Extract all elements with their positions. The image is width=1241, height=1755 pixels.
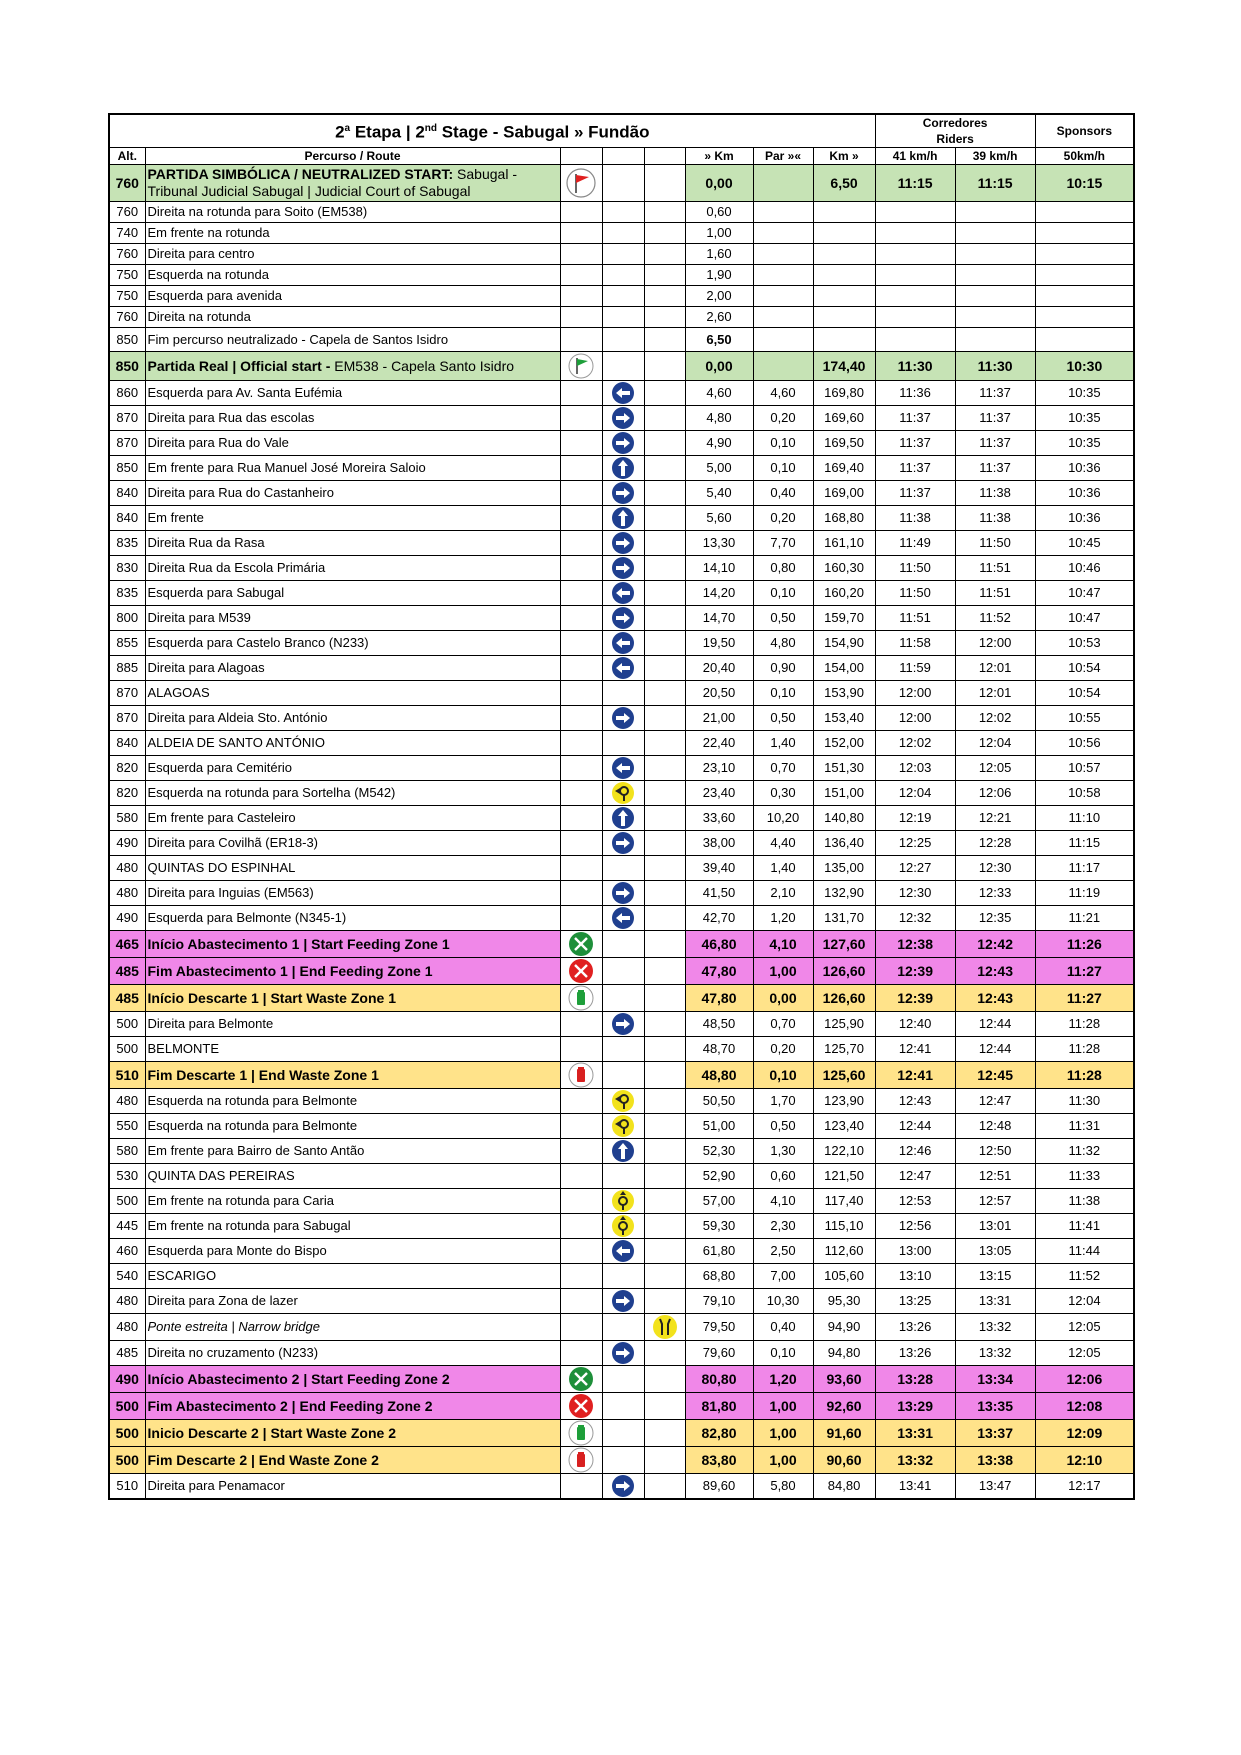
alt-cell: 500 — [109, 1393, 145, 1420]
arrow-left-icon — [602, 756, 644, 781]
table-row: 840 ALDEIA DE SANTO ANTÓNIO 22,40 1,40 152,00 12:02 12:04 10:56 — [109, 731, 1134, 756]
alt-cell: 800 — [109, 606, 145, 631]
col-km-remaining: Km » — [813, 148, 875, 165]
route-cell: Direita para Rua do Vale — [145, 431, 560, 456]
alt-cell: 840 — [109, 731, 145, 756]
column-header-row — [109, 148, 1134, 165]
arrow-left-icon — [602, 1239, 644, 1264]
route-cell: Direita na rotunda para Soito (EM538) — [145, 202, 560, 223]
table-row: 500 Em frente na rotunda para Caria 57,00 4,10 117,40 12:53 12:57 11:38 — [109, 1189, 1134, 1214]
table-row: 800 Direita para M539 14,70 0,50 159,70 11:51 11:52 10:47 — [109, 606, 1134, 631]
red-flag-icon — [560, 165, 602, 202]
riders-header: Corredores Riders — [875, 114, 1035, 148]
alt-cell: 510 — [109, 1474, 145, 1500]
table-row: 550 Esquerda na rotunda para Belmonte 51,00 0,50 123,40 12:44 12:48 11:31 — [109, 1114, 1134, 1139]
alt-cell: 500 — [109, 1189, 145, 1214]
roadbook-sheet — [108, 113, 1133, 1500]
table-row: 490 Esquerda para Belmonte (N345-1) 42,70 1,20 131,70 12:32 12:35 11:21 — [109, 906, 1134, 931]
neutral-route-row — [109, 223, 1134, 244]
alt-cell: 840 — [109, 506, 145, 531]
feed-end-icon — [560, 958, 602, 985]
alt-cell: 820 — [109, 756, 145, 781]
route-cell: Fim Descarte 1 | End Waste Zone 1 — [145, 1062, 560, 1089]
route-cell: Fim Abastecimento 1 | End Feeding Zone 1 — [145, 958, 560, 985]
arrow-up-icon — [602, 506, 644, 531]
arrow-right-icon — [602, 831, 644, 856]
neutral-route-row — [109, 265, 1134, 286]
sponsors-header: Sponsors — [1035, 114, 1134, 148]
route-cell: Em frente na rotunda para Sabugal — [145, 1214, 560, 1239]
alt-cell: 500 — [109, 1037, 145, 1062]
route-cell: Direita Rua da Rasa — [145, 531, 560, 556]
route-cell: ESCARIGO — [145, 1264, 560, 1289]
alt-cell: 850 — [109, 352, 145, 381]
arrow-right-icon — [602, 706, 644, 731]
table-row: 500 BELMONTE 48,70 0,20 125,70 12:41 12:44 11:28 — [109, 1037, 1134, 1062]
route-cell: Partida Real | Official start - EM538 - Capela Santo Isidro — [145, 352, 560, 381]
table-row: 860 Esquerda para Av. Santa Eufémia 4,60 4,60 169,80 11:36 11:37 10:35 — [109, 381, 1134, 406]
alt-cell: 850 — [109, 328, 145, 352]
km-cell: 1,90 — [685, 265, 753, 286]
table-row: 870 ALAGOAS 20,50 0,10 153,90 12:00 12:01 10:54 — [109, 681, 1134, 706]
alt-cell: 870 — [109, 431, 145, 456]
table-row: 510 Fim Descarte 1 | End Waste Zone 1 48,80 0,10 125,60 12:41 12:45 11:28 — [109, 1062, 1134, 1089]
arrow-right-icon — [602, 481, 644, 506]
alt-cell: 480 — [109, 1314, 145, 1341]
alt-cell: 485 — [109, 985, 145, 1012]
alt-cell: 830 — [109, 556, 145, 581]
neutral-route-row — [109, 286, 1134, 307]
table-row: 530 QUINTA DAS PEREIRAS 52,90 0,60 121,50 12:47 12:51 11:33 — [109, 1164, 1134, 1189]
route-cell: BELMONTE — [145, 1037, 560, 1062]
neutralized-start-row: 760 PARTIDA SIMBÓLICA / NEUTRALIZED START: Sabugal - Tribunal Judicial Sabugal | Judicial Court of Sabugal 0,00 6,50 11:15 11:15 10:15 — [109, 165, 1134, 202]
route-cell: Esquerda para Monte do Bispo — [145, 1239, 560, 1264]
alt-cell: 750 — [109, 286, 145, 307]
route-cell: Direita na rotunda — [145, 307, 560, 328]
table-row: 870 Direita para Rua do Vale 4,90 0,10 169,50 11:37 11:37 10:35 — [109, 431, 1134, 456]
route-cell: Esquerda na rotunda para Belmonte — [145, 1114, 560, 1139]
official-start-row: 850 Partida Real | Official start - EM538 - Capela Santo Isidro 0,00 174,40 11:30 11:30 10:30 — [109, 352, 1134, 381]
route-cell: Início Descarte 1 | Start Waste Zone 1 — [145, 985, 560, 1012]
arrow-right-icon — [602, 1341, 644, 1366]
arrow-right-icon — [602, 1474, 644, 1500]
alt-cell: 485 — [109, 958, 145, 985]
table-row: 485 Direita no cruzamento (N233) 79,60 0,10 94,80 13:26 13:32 12:05 — [109, 1341, 1134, 1366]
alt-cell: 750 — [109, 265, 145, 286]
alt-cell: 480 — [109, 1089, 145, 1114]
alt-cell: 460 — [109, 1239, 145, 1264]
stage-title: 2$^a$ Etapa | 2nd Stage - Sabugal » Fundão — [109, 114, 875, 148]
route-cell: ALAGOAS — [145, 681, 560, 706]
table-row: 445 Em frente na rotunda para Sabugal 59,30 2,30 115,10 12:56 13:01 11:41 — [109, 1214, 1134, 1239]
table-row: 820 Esquerda para Cemitério 23,10 0,70 151,30 12:03 12:05 10:57 — [109, 756, 1134, 781]
table-row: 480 Direita para Zona de lazer 79,10 10,30 95,30 13:25 13:31 12:04 — [109, 1289, 1134, 1314]
alt-cell: 855 — [109, 631, 145, 656]
col-icon-1 — [560, 148, 602, 165]
alt-cell: 760 — [109, 165, 145, 202]
km-cell: 2,00 — [685, 286, 753, 307]
route-cell: Esquerda para Cemitério — [145, 756, 560, 781]
route-cell: Fim Abastecimento 2 | End Feeding Zone 2 — [145, 1393, 560, 1420]
km-cell: 1,60 — [685, 244, 753, 265]
table-row: 580 Em frente para Casteleiro 33,60 10,20 140,80 12:19 12:21 11:10 — [109, 806, 1134, 831]
title-row — [109, 114, 1134, 148]
arrow-right-icon — [602, 406, 644, 431]
table-row: 870 Direita para Aldeia Sto. António 21,00 0,50 153,40 12:00 12:02 10:55 — [109, 706, 1134, 731]
table-row: 885 Direita para Alagoas 20,40 0,90 154,00 11:59 12:01 10:54 — [109, 656, 1134, 681]
alt-cell: 580 — [109, 1139, 145, 1164]
table-row: 500 Fim Descarte 2 | End Waste Zone 2 83,80 1,00 90,60 13:32 13:38 12:10 — [109, 1447, 1134, 1474]
table-row: 870 Direita para Rua das escolas 4,80 0,20 169,60 11:37 11:37 10:35 — [109, 406, 1134, 431]
km-cell: 0,60 — [685, 202, 753, 223]
col-icon-2 — [602, 148, 644, 165]
arrow-left-icon — [602, 581, 644, 606]
table-row: 500 Fim Abastecimento 2 | End Feeding Zone 2 81,80 1,00 92,60 13:29 13:35 12:08 — [109, 1393, 1134, 1420]
route-cell: Esquerda para Av. Santa Eufémia — [145, 381, 560, 406]
route-cell: Esquerda na rotunda — [145, 265, 560, 286]
waste-end-icon — [560, 1447, 602, 1474]
alt-cell: 760 — [109, 244, 145, 265]
col-speed-41: 41 km/h — [875, 148, 955, 165]
col-speed-39: 39 km/h — [955, 148, 1035, 165]
waste-end-icon — [560, 1062, 602, 1089]
alt-cell: 530 — [109, 1164, 145, 1189]
alt-cell: 850 — [109, 456, 145, 481]
route-cell: QUINTAS DO ESPINHAL — [145, 856, 560, 881]
alt-cell: 835 — [109, 531, 145, 556]
table-row: 485 Início Descarte 1 | Start Waste Zone 1 47,80 0,00 126,60 12:39 12:43 11:27 — [109, 985, 1134, 1012]
route-cell: Esquerda na rotunda para Sortelha (M542) — [145, 781, 560, 806]
route-cell: Direita para Alagoas — [145, 656, 560, 681]
route-cell: ALDEIA DE SANTO ANTÓNIO — [145, 731, 560, 756]
km-cell: 6,50 — [685, 328, 753, 352]
alt-cell: 490 — [109, 831, 145, 856]
alt-cell: 835 — [109, 581, 145, 606]
table-row: 820 Esquerda na rotunda para Sortelha (M542) 23,40 0,30 151,00 12:04 12:06 10:58 — [109, 781, 1134, 806]
alt-cell: 820 — [109, 781, 145, 806]
alt-cell: 480 — [109, 1289, 145, 1314]
route-cell: Fim Descarte 2 | End Waste Zone 2 — [145, 1447, 560, 1474]
table-row: 500 Direita para Belmonte 48,50 0,70 125,90 12:40 12:44 11:28 — [109, 1012, 1134, 1037]
alt-cell: 740 — [109, 223, 145, 244]
waste-start-icon — [560, 1420, 602, 1447]
alt-cell: 510 — [109, 1062, 145, 1089]
route-cell: Direita no cruzamento (N233) — [145, 1341, 560, 1366]
alt-cell: 500 — [109, 1447, 145, 1474]
table-row: 465 Início Abastecimento 1 | Start Feeding Zone 1 46,80 4,10 127,60 12:38 12:42 11:26 — [109, 931, 1134, 958]
route-cell: Esquerda para avenida — [145, 286, 560, 307]
alt-cell: 760 — [109, 202, 145, 223]
alt-cell: 485 — [109, 1341, 145, 1366]
table-row: 510 Direita para Penamacor 89,60 5,80 84,80 13:41 13:47 12:17 — [109, 1474, 1134, 1500]
neutral-route-row — [109, 307, 1134, 328]
col-speed-50: 50km/h — [1035, 148, 1134, 165]
alt-cell: 580 — [109, 806, 145, 831]
table-row: 485 Fim Abastecimento 1 | End Feeding Zone 1 47,80 1,00 126,60 12:39 12:43 11:27 — [109, 958, 1134, 985]
route-cell: Direita para Rua das escolas — [145, 406, 560, 431]
route-cell: PARTIDA SIMBÓLICA / NEUTRALIZED START: Sabugal - Tribunal Judicial Sabugal | Judicial Court of Sabugal — [145, 165, 560, 202]
km-cell: 1,00 — [685, 223, 753, 244]
route-cell: Início Abastecimento 1 | Start Feeding Zone 1 — [145, 931, 560, 958]
arrow-right-icon — [602, 881, 644, 906]
table-row: 460 Esquerda para Monte do Bispo 61,80 2,50 112,60 13:00 13:05 11:44 — [109, 1239, 1134, 1264]
neutral-route-row — [109, 244, 1134, 265]
route-cell: Direita para Rua do Castanheiro — [145, 481, 560, 506]
arrow-up-icon — [602, 456, 644, 481]
table-row: 850 Em frente para Rua Manuel José Moreira Saloio 5,00 0,10 169,40 11:37 11:37 10:36 — [109, 456, 1134, 481]
table-row: 480 Esquerda na rotunda para Belmonte 50,50 1,70 123,90 12:43 12:47 11:30 — [109, 1089, 1134, 1114]
route-cell: Inicio Descarte 2 | Start Waste Zone 2 — [145, 1420, 560, 1447]
route-cell: Esquerda para Belmonte (N345-1) — [145, 906, 560, 931]
table-row: 830 Direita Rua da Escola Primária 14,10 0,80 160,30 11:50 11:51 10:46 — [109, 556, 1134, 581]
route-cell: Direita para Zona de lazer — [145, 1289, 560, 1314]
arrow-right-icon — [602, 531, 644, 556]
table-row: 480 Direita para Inguias (EM563) 41,50 2,10 132,90 12:30 12:33 11:19 — [109, 881, 1134, 906]
col-icon-3 — [644, 148, 685, 165]
arrow-right-icon — [602, 431, 644, 456]
alt-cell: 840 — [109, 481, 145, 506]
route-cell: Esquerda para Castelo Branco (N233) — [145, 631, 560, 656]
table-row: 580 Em frente para Bairro de Santo Antão 52,30 1,30 122,10 12:46 12:50 11:32 — [109, 1139, 1134, 1164]
col-km: » Km — [685, 148, 753, 165]
route-cell: Direita para Belmonte — [145, 1012, 560, 1037]
alt-cell: 870 — [109, 681, 145, 706]
arrow-up-icon — [602, 1139, 644, 1164]
route-cell: Esquerda na rotunda para Belmonte — [145, 1089, 560, 1114]
route-cell: Direita para Inguias (EM563) — [145, 881, 560, 906]
route-cell: Ponte estreita | Narrow bridge — [145, 1314, 560, 1341]
waste-start-icon — [560, 985, 602, 1012]
table-row: 540 ESCARIGO 68,80 7,00 105,60 13:10 13:15 11:52 — [109, 1264, 1134, 1289]
route-cell: Em frente para Rua Manuel José Moreira Saloio — [145, 456, 560, 481]
alt-cell: 550 — [109, 1114, 145, 1139]
route-cell: Direita para centro — [145, 244, 560, 265]
roundabout-left-icon — [602, 1114, 644, 1139]
route-cell: Em frente para Casteleiro — [145, 806, 560, 831]
table-row: 840 Direita para Rua do Castanheiro 5,40 0,40 169,00 11:37 11:38 10:36 — [109, 481, 1134, 506]
table-row: 855 Esquerda para Castelo Branco (N233) 19,50 4,80 154,90 11:58 12:00 10:53 — [109, 631, 1134, 656]
route-cell: QUINTA DAS PEREIRAS — [145, 1164, 560, 1189]
table-row: 500 Inicio Descarte 2 | Start Waste Zone 2 82,80 1,00 91,60 13:31 13:37 12:09 — [109, 1420, 1134, 1447]
alt-cell: 870 — [109, 706, 145, 731]
arrow-right-icon — [602, 606, 644, 631]
km-cell: 2,60 — [685, 307, 753, 328]
route-cell: Fim percurso neutralizado - Capela de Santos Isidro — [145, 328, 560, 352]
table-row: 490 Direita para Covilhã (ER18-3) 38,00 4,40 136,40 12:25 12:28 11:15 — [109, 831, 1134, 856]
route-cell: Direita para Covilhã (ER18-3) — [145, 831, 560, 856]
alt-cell: 540 — [109, 1264, 145, 1289]
table-row: 840 Em frente 5,60 0,20 168,80 11:38 11:38 10:36 — [109, 506, 1134, 531]
alt-cell: 885 — [109, 656, 145, 681]
arrow-up-icon — [602, 806, 644, 831]
route-cell: Em frente para Bairro de Santo Antão — [145, 1139, 560, 1164]
feed-start-icon — [560, 931, 602, 958]
narrow-bridge-icon — [644, 1314, 685, 1341]
alt-cell: 490 — [109, 1366, 145, 1393]
route-cell: Direita para Aldeia Sto. António — [145, 706, 560, 731]
green-flag-icon — [560, 352, 602, 381]
route-cell: Em frente na rotunda — [145, 223, 560, 244]
arrow-left-icon — [602, 381, 644, 406]
route-cell: Esquerda para Sabugal — [145, 581, 560, 606]
roundabout-left-icon — [602, 781, 644, 806]
alt-cell: 490 — [109, 906, 145, 931]
route-cell: Direita para M539 — [145, 606, 560, 631]
arrow-left-icon — [602, 631, 644, 656]
table-row: 835 Esquerda para Sabugal 14,20 0,10 160,20 11:50 11:51 10:47 — [109, 581, 1134, 606]
col-alt: Alt. — [109, 148, 145, 165]
roundabout-straight-icon — [602, 1214, 644, 1239]
alt-cell: 445 — [109, 1214, 145, 1239]
col-route: Percurso / Route — [145, 148, 560, 165]
roadbook-table — [108, 113, 1135, 1500]
alt-cell: 860 — [109, 381, 145, 406]
alt-cell: 465 — [109, 931, 145, 958]
table-row: 480 Ponte estreita | Narrow bridge 79,50 0,40 94,90 13:26 13:32 12:05 — [109, 1314, 1134, 1341]
neutral-route-row — [109, 328, 1134, 352]
alt-cell: 480 — [109, 856, 145, 881]
feed-start-icon — [560, 1366, 602, 1393]
route-cell: Direita para Penamacor — [145, 1474, 560, 1500]
alt-cell: 500 — [109, 1420, 145, 1447]
table-row: 480 QUINTAS DO ESPINHAL 39,40 1,40 135,00 12:27 12:30 11:17 — [109, 856, 1134, 881]
table-row: 490 Início Abastecimento 2 | Start Feeding Zone 2 80,80 1,20 93,60 13:28 13:34 12:06 — [109, 1366, 1134, 1393]
table-row: 835 Direita Rua da Rasa 13,30 7,70 161,10 11:49 11:50 10:45 — [109, 531, 1134, 556]
col-par: Par »« — [753, 148, 813, 165]
neutral-route-row — [109, 202, 1134, 223]
arrow-right-icon — [602, 1289, 644, 1314]
route-cell: Início Abastecimento 2 | Start Feeding Zone 2 — [145, 1366, 560, 1393]
roundabout-straight-icon — [602, 1189, 644, 1214]
arrow-right-icon — [602, 556, 644, 581]
arrow-left-icon — [602, 906, 644, 931]
arrow-right-icon — [602, 1012, 644, 1037]
alt-cell: 480 — [109, 881, 145, 906]
feed-end-icon — [560, 1393, 602, 1420]
arrow-left-icon — [602, 656, 644, 681]
route-cell: Em frente na rotunda para Caria — [145, 1189, 560, 1214]
roundabout-left-icon — [602, 1089, 644, 1114]
alt-cell: 500 — [109, 1012, 145, 1037]
route-cell: Direita Rua da Escola Primária — [145, 556, 560, 581]
route-cell: Em frente — [145, 506, 560, 531]
alt-cell: 870 — [109, 406, 145, 431]
alt-cell: 760 — [109, 307, 145, 328]
